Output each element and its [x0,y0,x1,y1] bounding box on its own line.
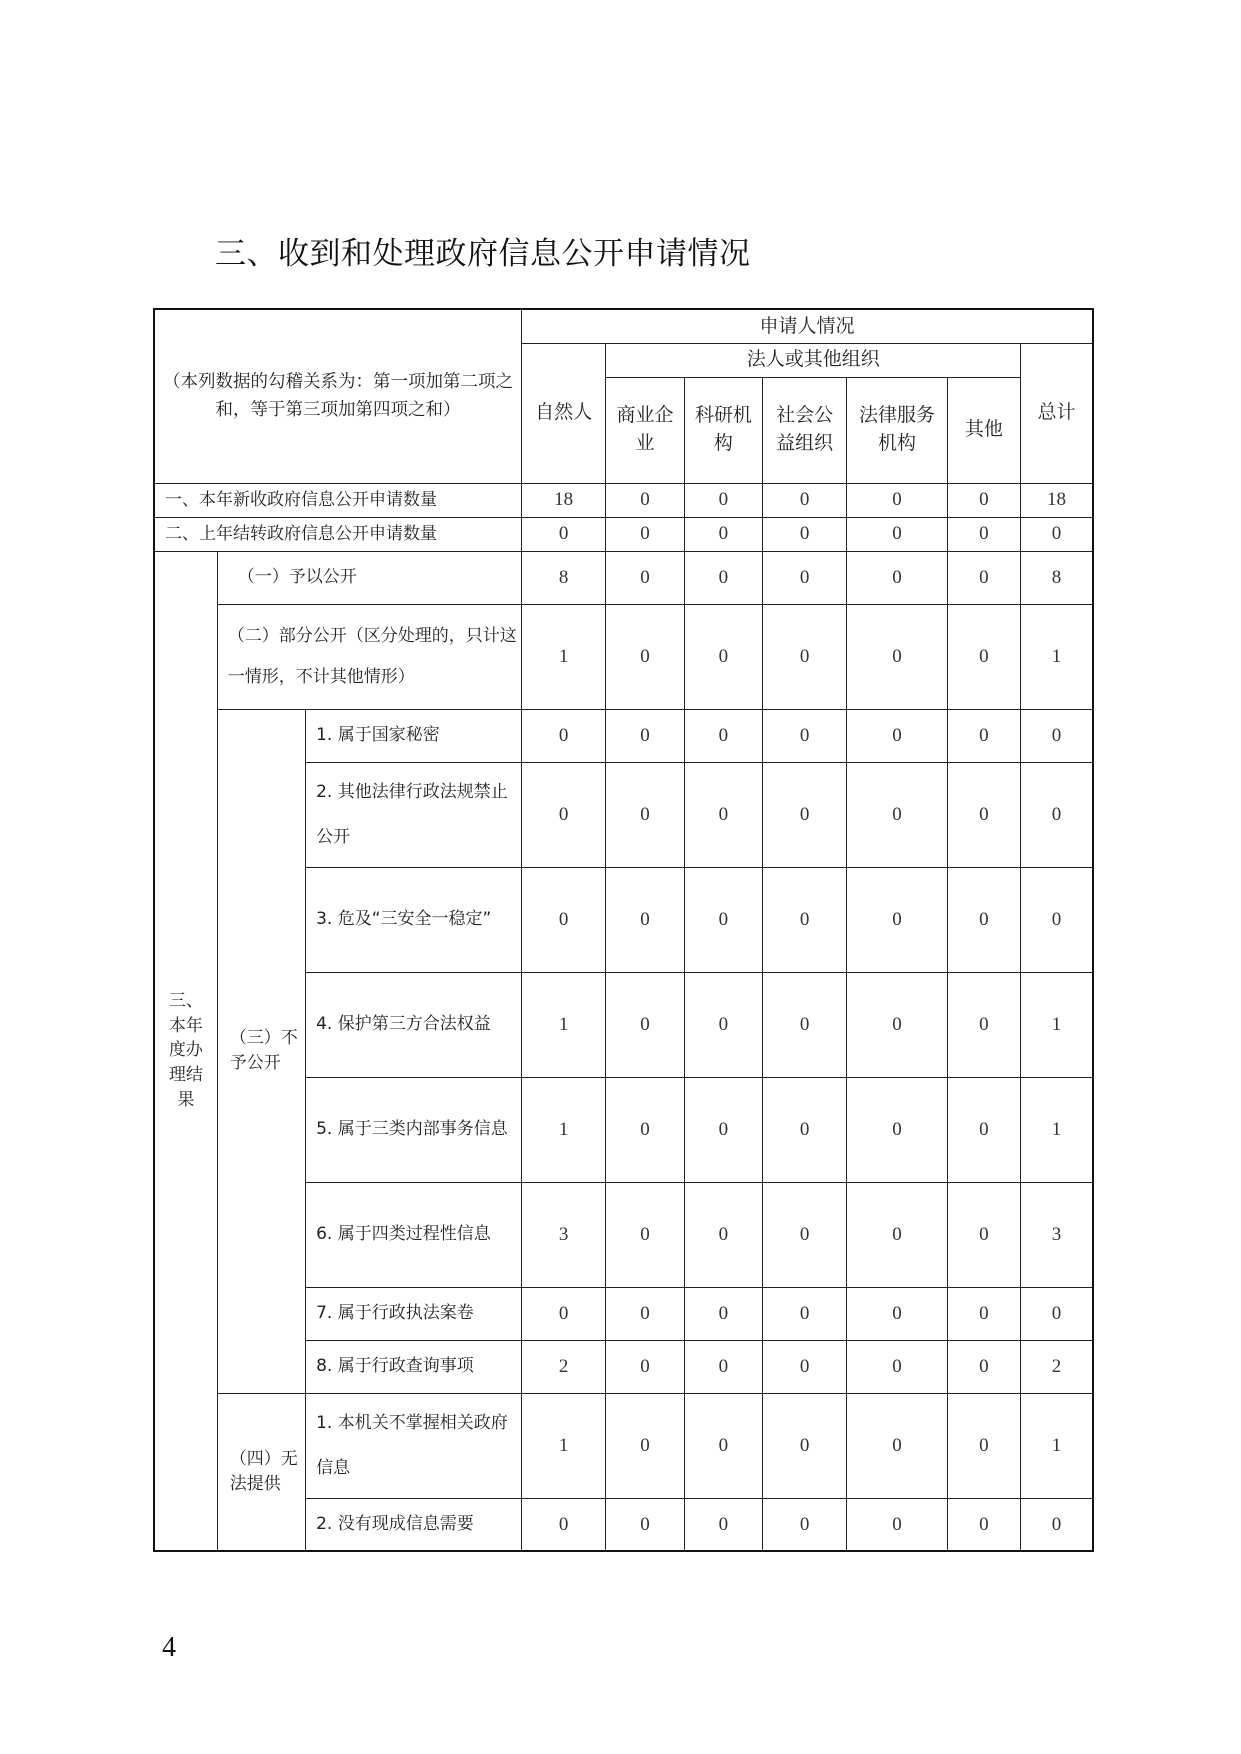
cell-value: 0 [1021,762,1093,867]
cell-value: 0 [847,1287,947,1340]
cell-value: 0 [847,604,947,709]
cell-value: 0 [847,1077,947,1182]
cell-value: 1 [1021,972,1093,1077]
row-label: 6. 属于四类过程性信息 [306,1182,522,1287]
header-col-legal-service: 法律服务机构 [847,377,947,483]
cell-value: 1 [522,1393,606,1498]
row-label: 5. 属于三类内部事务信息 [306,1077,522,1182]
cell-value: 0 [522,517,606,551]
cell-value: 0 [684,604,762,709]
cell-value: 0 [847,867,947,972]
cell-value: 0 [847,551,947,604]
row-label: 3. 危及“三安全一稳定” [306,867,522,972]
header-total: 总计 [1021,343,1093,483]
cell-value: 0 [606,762,684,867]
cell-value: 0 [1021,709,1093,762]
cell-value: 0 [847,483,947,517]
row-label: 2. 没有现成信息需要 [306,1498,522,1551]
cell-value: 8 [522,551,606,604]
cell-value: 0 [684,1393,762,1498]
cell-value: 0 [947,483,1020,517]
cell-value: 3 [522,1182,606,1287]
row-label: 二、上年结转政府信息公开申请数量 [154,517,522,551]
table-row [154,604,1093,709]
disclosure-application-table [153,308,1094,1552]
table-row [154,1393,1093,1498]
cell-value: 1 [522,1077,606,1182]
cell-value: 0 [684,1340,762,1393]
cell-value: 0 [606,1182,684,1287]
cell-value: 0 [763,483,847,517]
cell-value: 1 [522,604,606,709]
cell-value: 0 [606,709,684,762]
table-row [154,517,1093,551]
header-legal-person-group: 法人或其他组织 [606,343,1021,377]
cell-value: 0 [947,1498,1020,1551]
cell-value: 0 [763,1287,847,1340]
cell-value: 0 [847,1340,947,1393]
cell-value: 0 [684,972,762,1077]
cell-value: 0 [684,1077,762,1182]
cell-value: 0 [684,517,762,551]
cell-value: 0 [847,1182,947,1287]
cell-value: 0 [1021,517,1093,551]
header-col-research: 科研机构 [684,377,762,483]
row-label: 7. 属于行政执法案卷 [306,1287,522,1340]
row-label: （二）部分公开（区分处理的，只计这一情形，不计其他情形） [217,604,521,709]
table-row [154,709,1093,762]
cell-value: 18 [522,483,606,517]
cell-value: 0 [847,517,947,551]
cell-value: 0 [684,1498,762,1551]
cell-value: 0 [947,517,1020,551]
cell-value: 8 [1021,551,1093,604]
row-label: （一）予以公开 [217,551,521,604]
cell-value: 0 [947,551,1020,604]
cell-value: 0 [763,604,847,709]
cell-value: 0 [606,1498,684,1551]
cell-value: 0 [522,867,606,972]
cell-value: 0 [763,1340,847,1393]
cell-value: 0 [684,551,762,604]
cell-value: 0 [947,1182,1020,1287]
section-3-label: 三、本年度办理结果 [154,551,217,1551]
cell-value: 0 [606,867,684,972]
cell-value: 0 [763,972,847,1077]
cell-value: 0 [763,1182,847,1287]
cell-value: 0 [522,762,606,867]
cell-value: 0 [684,483,762,517]
cell-value: 0 [847,1393,947,1498]
table-row [154,551,1093,604]
cell-value: 0 [606,483,684,517]
cell-value: 0 [763,517,847,551]
cell-value: 0 [947,762,1020,867]
cell-value: 0 [763,762,847,867]
cell-value: 0 [763,1393,847,1498]
cell-value: 0 [606,551,684,604]
cell-value: 1 [522,972,606,1077]
cell-value: 0 [763,1077,847,1182]
cell-value: 18 [1021,483,1093,517]
cell-value: 0 [684,867,762,972]
group-3-label: （三）不予公开 [217,709,305,1393]
cell-value: 0 [684,762,762,867]
header-applicant-situation: 申请人情况 [522,309,1094,343]
cell-value: 2 [522,1340,606,1393]
cell-value: 0 [847,709,947,762]
cell-value: 0 [684,1287,762,1340]
cell-value: 0 [1021,1287,1093,1340]
cell-value: 0 [947,1393,1020,1498]
table-row [154,483,1093,517]
cell-value: 0 [847,762,947,867]
cell-value: 0 [763,867,847,972]
row-label: 8. 属于行政查询事项 [306,1340,522,1393]
cell-value: 0 [763,709,847,762]
cell-value: 0 [522,709,606,762]
cell-value: 0 [947,972,1020,1077]
cell-value: 2 [1021,1340,1093,1393]
cell-value: 0 [763,1498,847,1551]
cell-value: 0 [847,972,947,1077]
header-col-other: 其他 [947,377,1020,483]
cell-value: 0 [606,1393,684,1498]
cell-value: 0 [684,1182,762,1287]
cell-value: 0 [947,1340,1020,1393]
page-number: 4 [162,1632,176,1663]
cell-value: 0 [606,1340,684,1393]
cell-value: 3 [1021,1182,1093,1287]
row-label: 一、本年新收政府信息公开申请数量 [154,483,522,517]
cell-value: 0 [606,972,684,1077]
cell-value: 0 [1021,867,1093,972]
row-label: 1. 属于国家秘密 [306,709,522,762]
cell-value: 0 [947,604,1020,709]
row-label: 2. 其他法律行政法规禁止公开 [306,762,522,867]
cell-value: 0 [606,1077,684,1182]
row-label: 4. 保护第三方合法权益 [306,972,522,1077]
cell-value: 0 [522,1287,606,1340]
cell-value: 0 [1021,1498,1093,1551]
cell-value: 0 [947,867,1020,972]
cell-value: 0 [947,1077,1020,1182]
header-natural-person: 自然人 [522,343,606,483]
cell-value: 0 [606,517,684,551]
header-col-business: 商业企业 [606,377,684,483]
cell-value: 0 [947,709,1020,762]
cell-value: 1 [1021,1077,1093,1182]
cell-value: 0 [522,1498,606,1551]
cell-value: 0 [606,604,684,709]
cell-value: 1 [1021,1393,1093,1498]
cell-value: 0 [684,709,762,762]
cell-value: 0 [847,1498,947,1551]
header-col-public-welfare: 社会公益组织 [763,377,847,483]
cell-value: 1 [1021,604,1093,709]
header-note: （本列数据的勾稽关系为：第一项加第二项之和，等于第三项加第四项之和） [154,309,522,483]
cell-value: 0 [606,1287,684,1340]
row-label: 1. 本机关不掌握相关政府信息 [306,1393,522,1498]
cell-value: 0 [763,551,847,604]
group-4-label: （四）无法提供 [217,1393,305,1551]
section-title: 三、收到和处理政府信息公开申请情况 [215,236,751,272]
cell-value: 0 [947,1287,1020,1340]
